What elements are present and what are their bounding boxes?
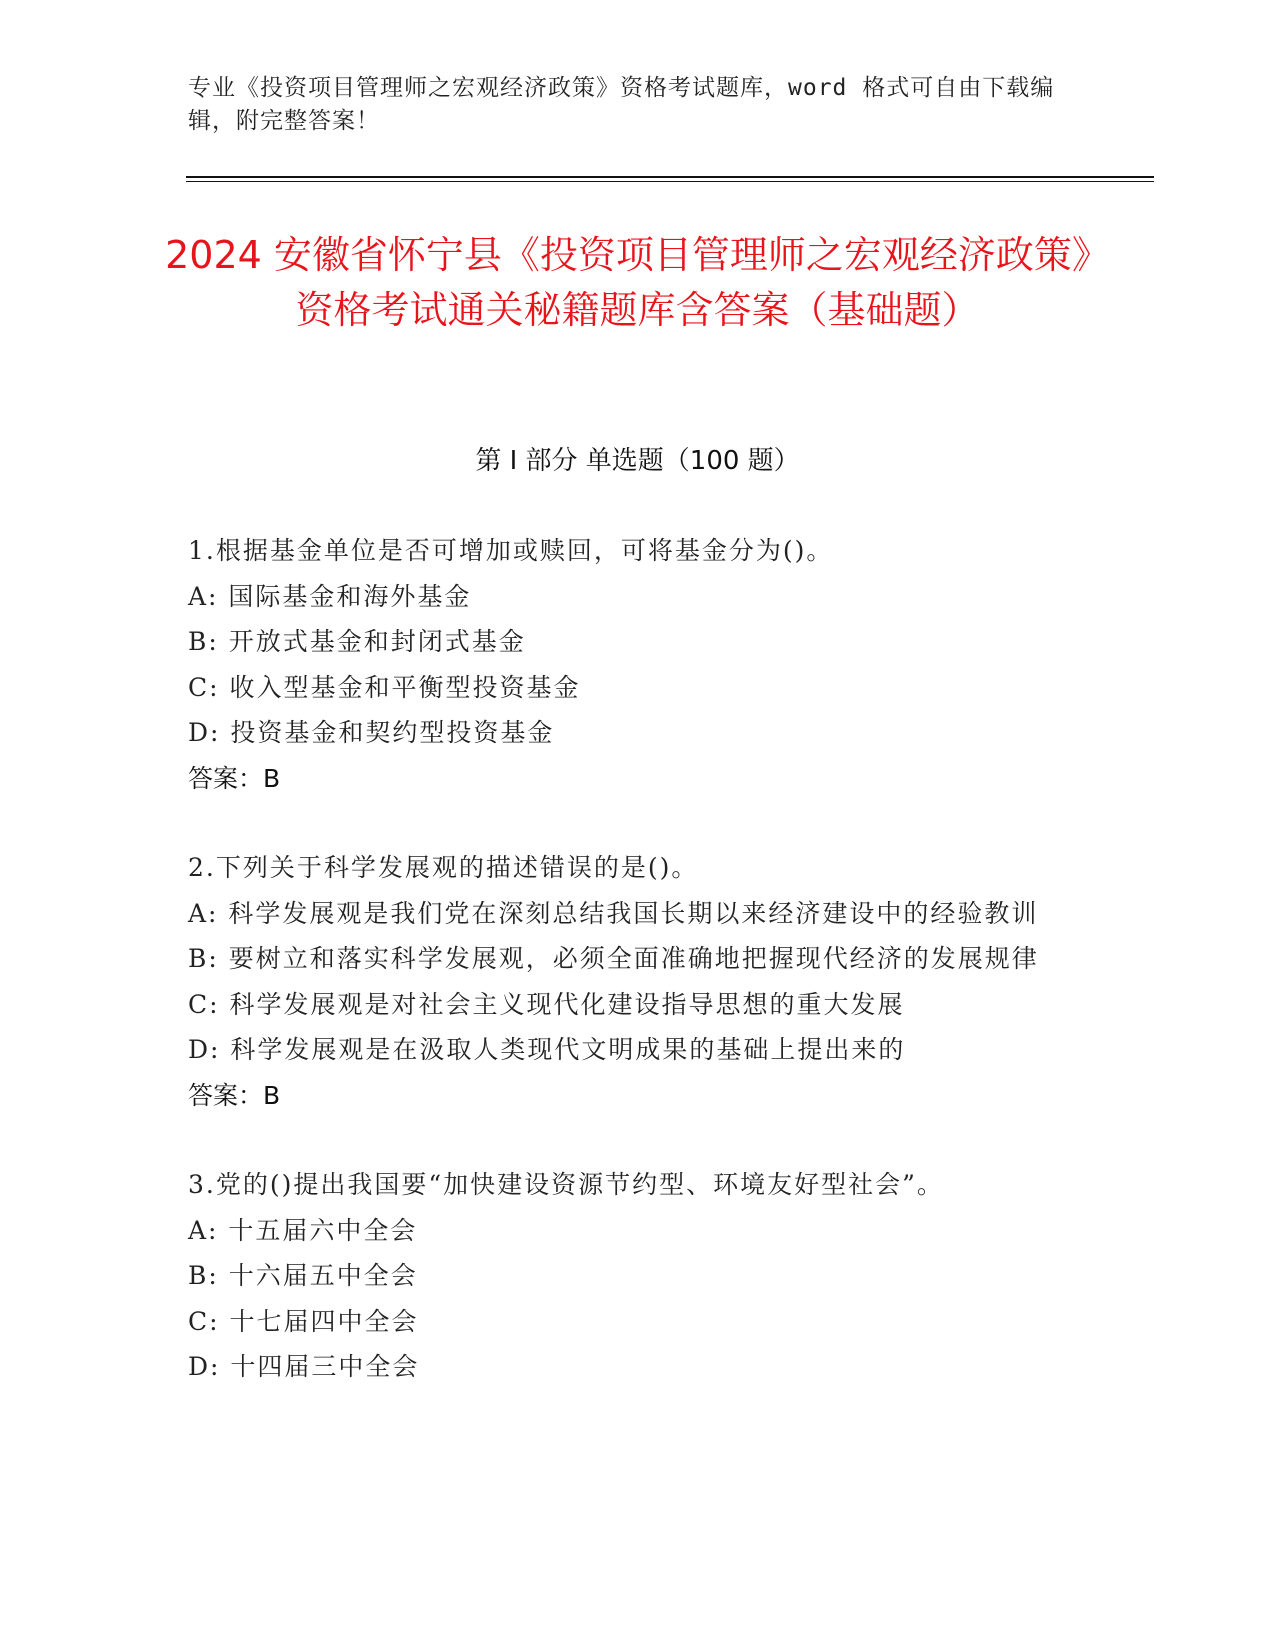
question-stem: 1.根据基金单位是否可增加或赎回，可将基金分为()。 (188, 536, 834, 565)
option-a: A: 科学发展观是我们党在深刻总结我国长期以来经济建设中的经验教训 (188, 898, 1039, 928)
answer-line: 答案：B (188, 1080, 281, 1110)
header-rule (186, 176, 1154, 178)
option-d: D: 十四届三中全会 (188, 1352, 420, 1381)
option-b: B: 十六届五中全会 (188, 1261, 418, 1290)
header-rule-thin (186, 181, 1154, 182)
option-d: D: 科学发展观是在汲取人类现代文明成果的基础上提出来的 (188, 1035, 906, 1064)
option-a: A: 国际基金和海外基金 (188, 581, 472, 611)
option-b: B: 开放式基金和封闭式基金 (188, 627, 526, 656)
header-note: 专业《投资项目管理师之宏观经济政策》资格考试题库，word 格式可自由下载编辑，附完整答案！ (188, 75, 1055, 134)
option-c: C: 收入型基金和平衡型投资基金 (188, 672, 581, 702)
question-stem: 2.下列关于科学发展观的描述错误的是()。 (188, 853, 699, 882)
section-title: 第 I 部分 单选题（100 题） (475, 446, 800, 476)
document-title: 2024 安徽省怀宁县《投资项目管理师之宏观经济政策》资格考试通关秘籍题库含答案（基础题） (165, 233, 1110, 332)
question-item (188, 528, 1078, 801)
question-list (188, 528, 1078, 1434)
option-d: D: 投资基金和契约型投资基金 (188, 718, 555, 747)
question-item (188, 845, 1078, 1118)
option-a: A: 十五届六中全会 (188, 1215, 418, 1245)
question-item (188, 1162, 1078, 1390)
option-b: B: 要树立和落实科学发展观，必须全面准确地把握现代经济的发展规律 (188, 944, 1039, 973)
option-c: C: 科学发展观是对社会主义现代化建设指导思想的重大发展 (188, 989, 905, 1019)
answer-line: 答案：B (188, 763, 281, 793)
option-c: C: 十七届四中全会 (188, 1306, 419, 1336)
question-stem: 3.党的()提出我国要“加快建设资源节约型、环境友好型社会”。 (188, 1170, 944, 1199)
